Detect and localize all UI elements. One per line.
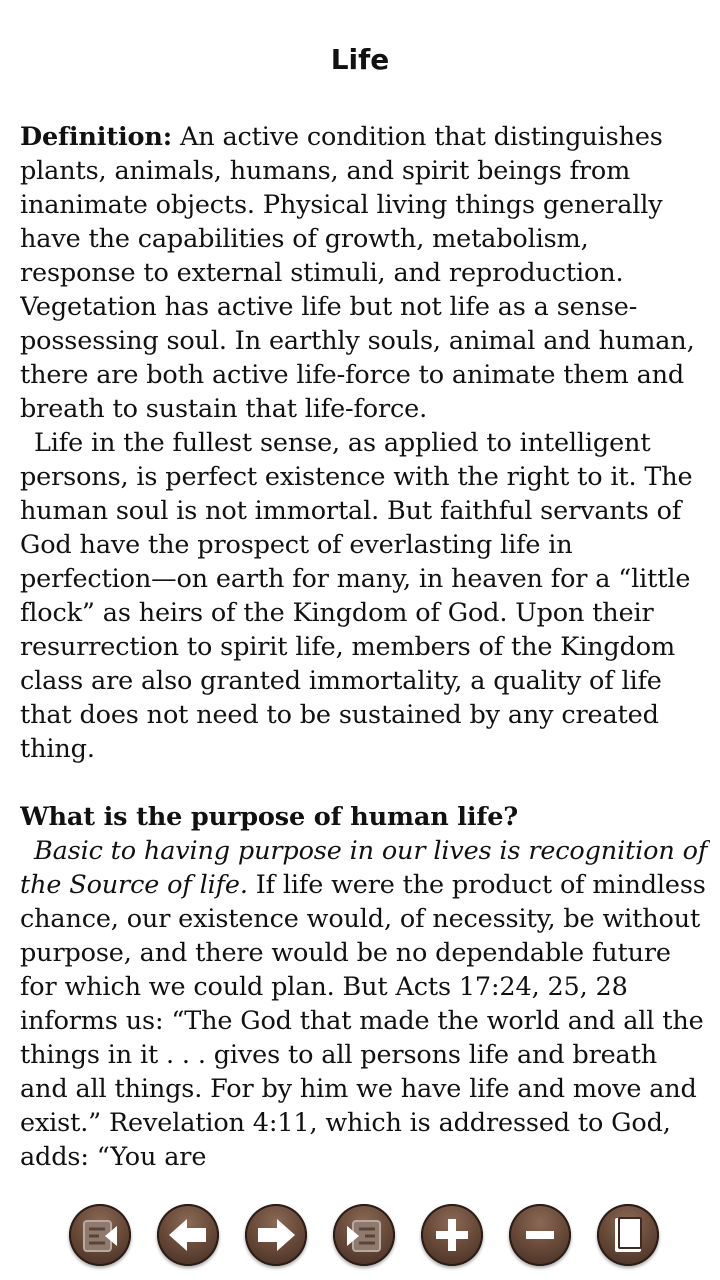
back-button[interactable] <box>157 1204 219 1266</box>
arrow-left-icon <box>157 1204 219 1266</box>
page-title: Life <box>330 43 390 76</box>
next-chapter-button[interactable] <box>333 1204 395 1266</box>
page-forward-icon <box>333 1204 395 1266</box>
article-body <box>20 120 710 1178</box>
definition-label: Definition: <box>20 122 172 152</box>
answer-paragraph <box>20 834 710 1174</box>
answer-italic: Basic to having purpose in our lives is recognition of the Source of life. <box>20 836 708 900</box>
previous-chapter-button[interactable] <box>69 1204 131 1266</box>
forward-button[interactable] <box>245 1204 307 1266</box>
zoom-out-button[interactable] <box>509 1204 571 1266</box>
zoom-in-button[interactable] <box>421 1204 483 1266</box>
definition-text: An active condition that distinguishes plants, animals, humans, and spirit beings from inanimate objects. Physical living things generally have the capabilities of growth, metabolism, response to external stimuli, and reproduction. Vegetation has active life but not life as a sense-possessing soul. In earthly souls, animal and human, there are both active life-force to animate them and breath to sustain that life-force. <box>20 122 695 424</box>
page-back-icon <box>69 1204 131 1266</box>
page-icon <box>597 1204 659 1266</box>
definition-paragraph <box>20 120 710 426</box>
life-paragraph: Life in the fullest sense, as applied to intelligent persons, is perfect existence with the right to it. The human soul is not immortal. But faithful servants of God have the prospect of everlasting life in perfection—on earth for many, in heaven for a “little flock” as heirs of the Kingdom of God. Upon their resurrection to spirit life, members of the Kingdom class are also granted immortality, a quality of life that does not need to be sustained by any created thing. <box>20 428 693 764</box>
plus-icon <box>421 1204 483 1266</box>
section-heading: What is the purpose of human life? <box>20 802 519 832</box>
page-button[interactable] <box>597 1204 659 1266</box>
answer-text: If life were the product of mindless chance, our existence would, of necessity, be without purpose, and there would be no dependable future for which we could plan. But Acts 17:24, 25, 28 informs us: “The God that made the world and all the things in it . . . gives to all persons life and breath and all things. For by him we have life and move and exist.” Revelation 4:11, which is addressed to God, adds: “You are <box>20 870 706 1172</box>
arrow-right-icon <box>245 1204 307 1266</box>
bottom-toolbar <box>0 1196 720 1280</box>
minus-icon <box>509 1204 571 1266</box>
